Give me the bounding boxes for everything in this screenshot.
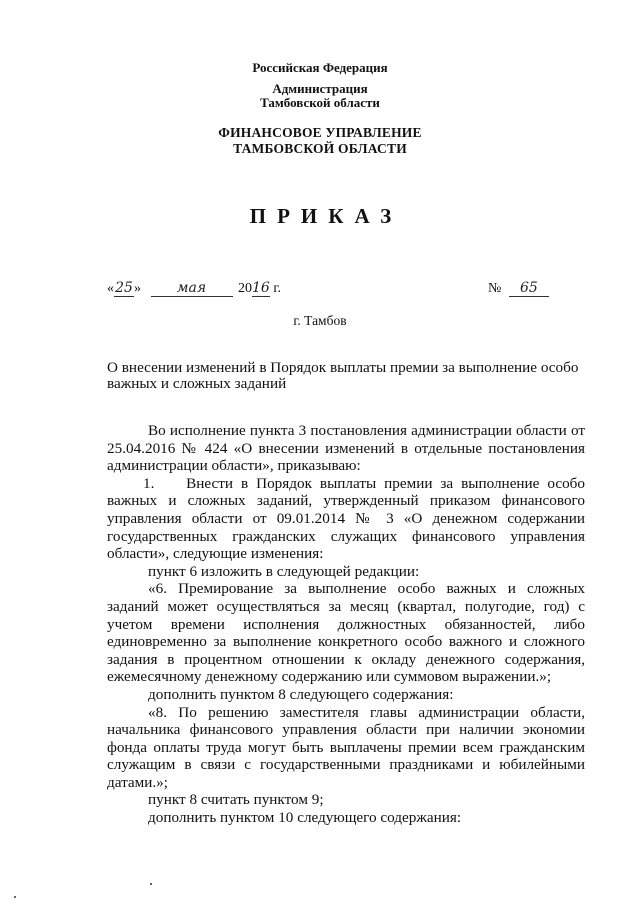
scan-speck [14,896,16,898]
date-close-quote: » [134,281,141,296]
point-8-heading: дополнить пунктом 8 следующего содержания: [148,685,454,703]
order-subject: О внесении изменений в Порядок выплаты премии за выполнение особо важных и сложных заданий [107,359,579,392]
city: г. Тамбов [293,313,347,328]
date-day: 25 [115,280,133,296]
point-6-heading: пункт 6 изложить в следующей редакции: [148,562,420,580]
header-dept-line2: ТАМБОВСКОЙ ОБЛАСТИ [233,141,407,156]
header-admin-line2: Тамбовской области [260,95,380,110]
header-country: Российская Федерация [252,60,388,75]
order-number [488,280,549,297]
point-6-text: «6. Премирование за выполнение особо важных и сложных заданий может осуществляться за месяц (квартал, полугодие, год) с учетом времени исполнения должностных обязанностей, либо единовременно за выполнение конкретного особо важного и сложного задания в процентном отношении к окладу денежного содержания, ежемесячному денежному содержанию или суммовом выражении.»; [107,580,585,686]
point-10-heading: дополнить пунктом 10 следующего содержания: [148,809,462,827]
item-1-paragraph: 1. Внести в Порядок выплаты премии за выполнение особо важных и сложных заданий, утвержденный приказом финансового управления области от 09.01.2014 № 3 «О денежном содержании государственных гражданских служащих финансового управления области», следующие изменения: [107,474,585,563]
scan-speck [150,883,152,885]
header-dept-line1: ФИНАНСОВОЕ УПРАВЛЕНИЕ [218,125,422,140]
date-month: мая [151,280,233,297]
date-year-suffix: 16 [252,280,270,296]
date-year-unit: г. [273,281,281,296]
intro-paragraph: Во исполнение пункта 3 постановления администрации области от 25.04.2016 № 424 «О внесении изменений в отдельные постановления администрации области», приказываю: [107,422,585,475]
date-line [107,280,281,297]
renumber-paragraph: пункт 8 считать пунктом 9; [148,791,324,809]
document-title: ПРИКАЗ [249,204,403,228]
order-number-value: 65 [509,280,549,297]
header-admin-line1: Администрация [272,81,368,96]
point-8-text: «8. По решению заместителя главы администрации области, начальника финансового управления области при наличии экономии фонда оплаты труда могут быть выплачены премии всем гражданским служащим в связи с государственными праздниками и юбилейными датами.»; [107,703,585,791]
date-year-prefix: 20 [238,281,252,296]
date-open-quote: « [107,281,114,296]
order-body [107,422,585,827]
order-number-label: № [488,281,502,296]
